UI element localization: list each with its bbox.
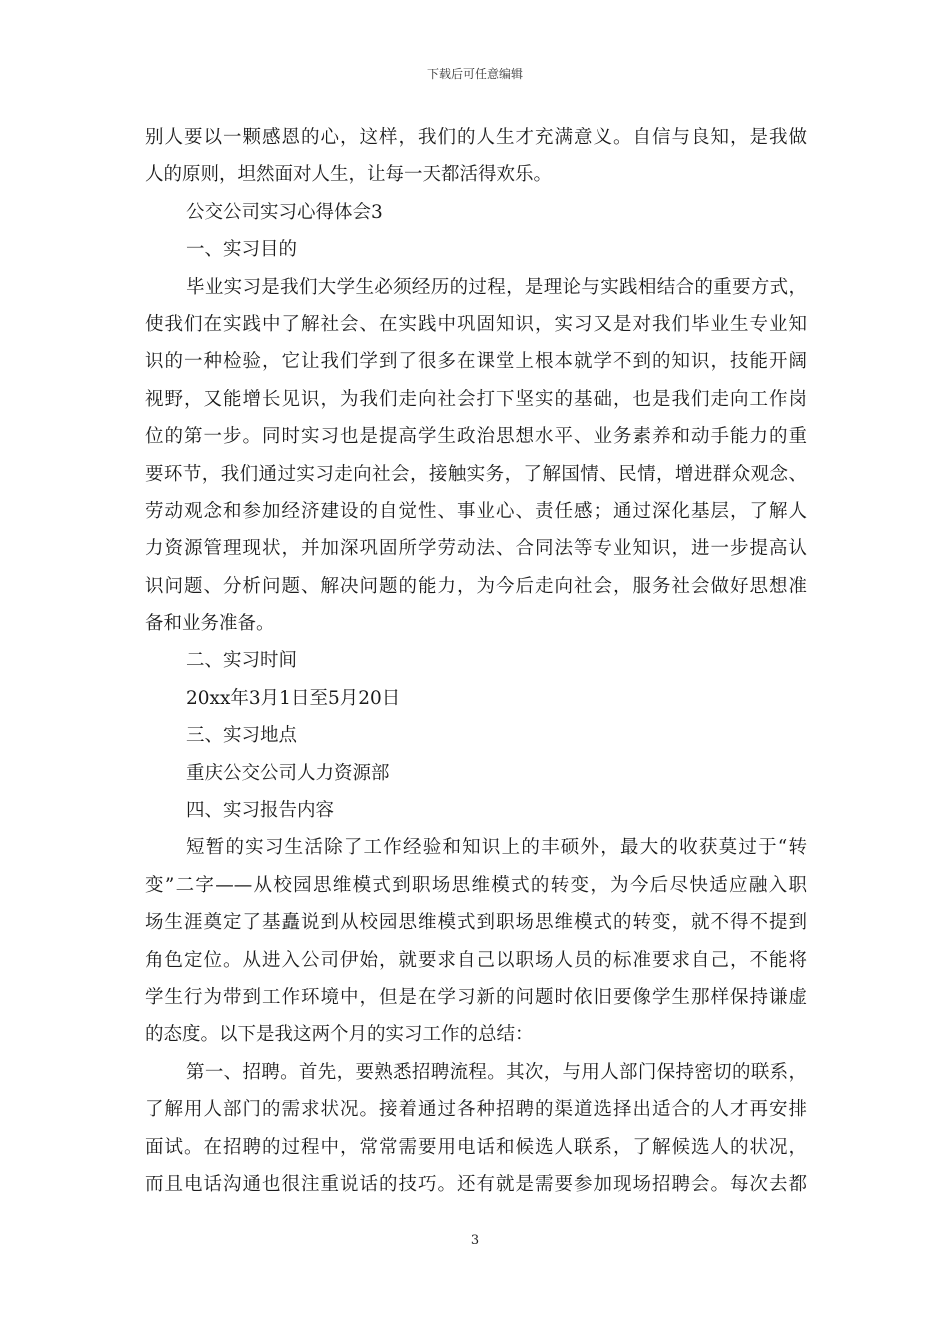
body-text-line: 公交公司实习心得体会3 bbox=[186, 201, 383, 223]
body-text-line: 位的第一步。同时实习也是提高学生政治思想水平、业务素养和动手能力的重 bbox=[145, 426, 807, 448]
body-text-line: 毕业实习是我们大学生必须经历的过程，是理论与实践相结合的重要方式， bbox=[186, 276, 807, 298]
body-text-line: 二、实习时间 bbox=[186, 650, 298, 672]
body-text-line: 的态度。以下是我这两个月的实习工作的总结： bbox=[145, 1024, 534, 1046]
body-text-line: 20xx年3月1日至5月20日 bbox=[186, 687, 401, 709]
body-text-line: 力资源管理现状，并加深巩固所学劳动法、合同法等专业知识，进一步提高认 bbox=[145, 538, 807, 560]
body-text-line: 使我们在实践中了解社会、在实践中巩固知识，实习又是对我们毕业生专业知 bbox=[145, 313, 807, 335]
body-text-line: 要环节，我们通过实习走向社会，接触实务，了解国情、民情，增进群众观念、 bbox=[145, 463, 807, 485]
body-text-line: 四、实习报告内容 bbox=[186, 800, 335, 822]
document-body bbox=[145, 119, 807, 1203]
body-text-line: 学生行为带到工作环境中，但是在学习新的问题时依旧要像学生那样保持谦虚 bbox=[145, 986, 807, 1008]
body-text-line: 面试。在招聘的过程中，常常需要用电话和候选人联系，了解候选人的状况， bbox=[145, 1136, 807, 1158]
body-text-line: 三、实习地点 bbox=[186, 725, 298, 747]
page-header-note: 下载后可任意编辑 bbox=[426, 67, 523, 81]
body-text-line: 识问题、分析问题、解决问题的能力，为今后走向社会，服务社会做好思想准 bbox=[145, 575, 807, 597]
body-text-line: 人的原则，坦然面对人生，让每一天都活得欢乐。 bbox=[145, 164, 553, 186]
body-text-line: 变”二字——从校园思维模式到职场思维模式的转变，为今后尽快适应融入职 bbox=[145, 874, 807, 896]
body-text-line: 识的一种检验，它让我们学到了很多在课堂上根本就学不到的知识，技能开阔 bbox=[145, 351, 807, 373]
body-text-line: 第一、招聘。首先，要熟悉招聘流程。其次，与用人部门保持密切的联系， bbox=[186, 1061, 807, 1083]
body-text-line: 了解用人部门的需求状况。接着通过各种招聘的渠道选择出适合的人才再安排 bbox=[145, 1099, 807, 1121]
body-text-line: 短暂的实习生活除了工作经验和知识上的丰硕外，最大的收获莫过于“转 bbox=[186, 837, 807, 859]
body-text-line: 别人要以一颗感恩的心，这样，我们的人生才充满意义。自信与良知，是我做 bbox=[145, 127, 807, 148]
body-text-line: 场生涯奠定了基矗说到从校园思维模式到职场思维模式的转变，就不得不提到 bbox=[145, 912, 807, 934]
body-text-line: 备和业务准备。 bbox=[145, 613, 275, 635]
body-text-line: 重庆公交公司人力资源部 bbox=[186, 762, 390, 784]
body-text-line: 角色定位。从进入公司伊始，就要求自己以职场人员的标准要求自己，不能将 bbox=[145, 949, 807, 971]
page-number: 3 bbox=[470, 1233, 480, 1248]
body-text-line: 视野，又能增长见识，为我们走向社会打下坚实的基础，也是我们走向工作岗 bbox=[145, 388, 807, 410]
body-text-line: 而且电话沟通也很注重说话的技巧。还有就是需要参加现场招聘会。每次去都 bbox=[145, 1173, 807, 1195]
body-text-line: 一、实习目的 bbox=[186, 239, 298, 261]
body-text-line: 劳动观念和参加经济建设的自觉性、事业心、责任感；通过深化基层，了解人 bbox=[145, 500, 807, 522]
